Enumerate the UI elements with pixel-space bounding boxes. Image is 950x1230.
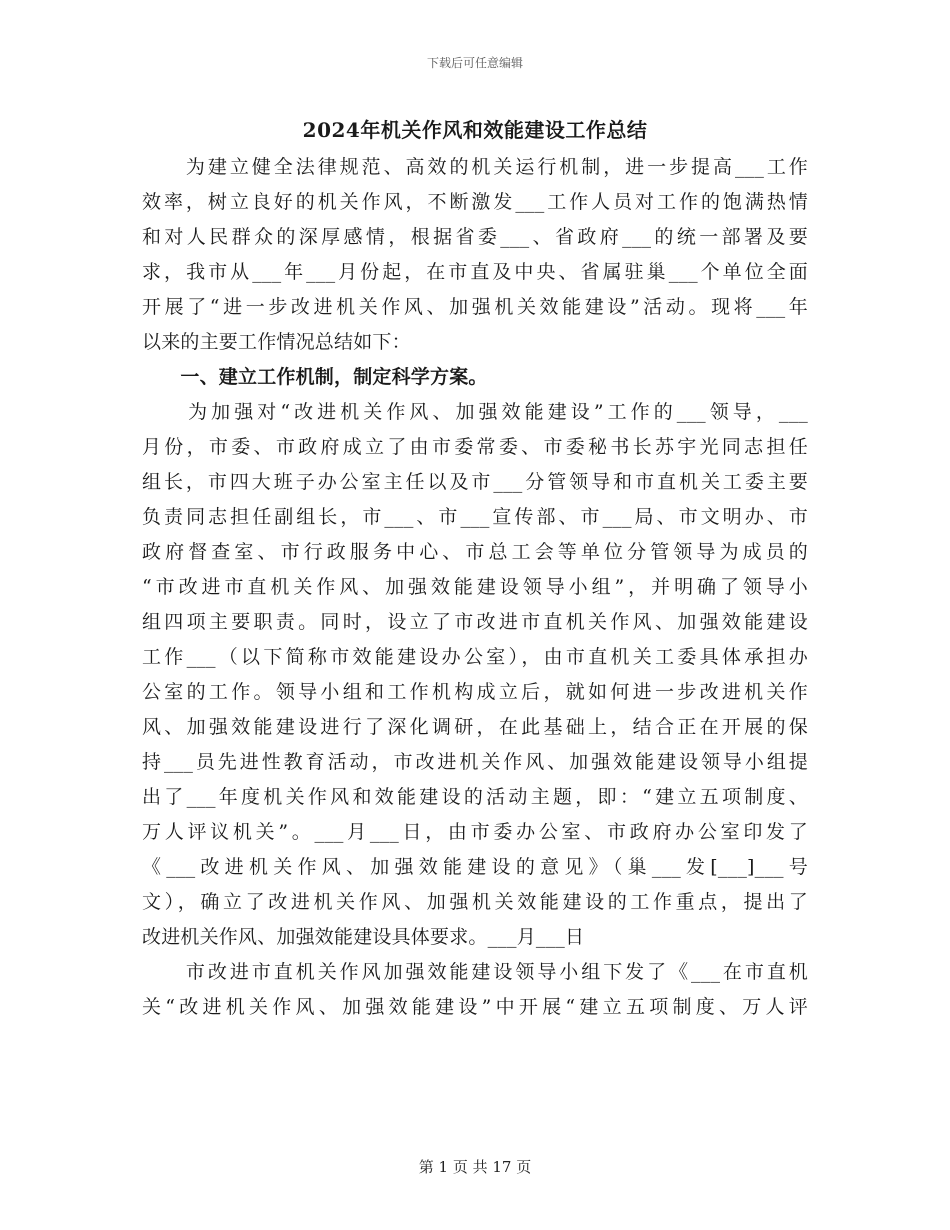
body-line: 改进机关作风、加强效能建设具体要求。___月___日 [142, 926, 585, 948]
document-body [142, 150, 808, 1025]
body-line: 出了___年度机关作风和效能建设的活动主题，即：“建立五项制度、 [142, 786, 808, 808]
body-line: 效率，树立良好的机关作风，不断激发___工作人员对工作的饱满热情 [142, 191, 808, 213]
body-line: 负责同志担任副组长，市___、市___宣传部、市___局、市文明办、市 [142, 506, 808, 528]
body-line: 以来的主要工作情况总结如下： [142, 331, 411, 353]
document-title: 2024年机关作风和效能建设工作总结 [302, 118, 648, 142]
body-line: 组四项主要职责。同时，设立了市改进市直机关作风、加强效能建设 [142, 611, 808, 633]
body-line: 为加强对“改进机关作风、加强效能建设”工作的___领导，___ [142, 401, 808, 423]
body-line: “市改进市直机关作风、加强效能建设领导小组”，并明确了领导小 [142, 576, 808, 598]
section-heading: 一、建立工作机制，制定科学方案。 [142, 366, 488, 388]
body-line: 市改进市直机关作风加强效能建设领导小组下发了《___在市直机 [142, 961, 808, 983]
body-line: 开展了“进一步改进机关作风、加强机关效能建设”活动。现将___年 [142, 296, 808, 318]
body-line: 文），确立了改进机关作风、加强机关效能建设的工作重点，提出了 [142, 891, 808, 913]
header-note: 下载后可任意编辑 [426, 56, 523, 70]
body-line: 和对人民群众的深厚感情，根据省委___、省政府___的统一部署及要 [142, 226, 808, 248]
page-number-footer: 第 1 页 共 17 页 [418, 1158, 532, 1176]
body-line: 持___员先进性教育活动，市改进机关作风、加强效能建设领导小组提 [142, 751, 808, 773]
body-line: 风、加强效能建设进行了深化调研，在此基础上，结合正在开展的保 [142, 716, 808, 738]
body-line: 关“改进机关作风、加强效能建设”中开展“建立五项制度、万人评 [142, 996, 808, 1018]
body-line: 《___改进机关作风、加强效能建设的意见》（巢___发[___]___号 [142, 856, 808, 878]
body-line: 为建立健全法律规范、高效的机关运行机制，进一步提高___工作 [142, 156, 808, 178]
body-line: 组长，市四大班子办公室主任以及市___分管领导和市直机关工委主要 [142, 471, 808, 493]
body-line: 求，我市从___年___月份起，在市直及中央、省属驻巢___个单位全面 [142, 261, 808, 283]
body-line: 月份，市委、市政府成立了由市委常委、市委秘书长苏宇光同志担任 [142, 436, 808, 458]
body-line: 万人评议机关”。___月___日，由市委办公室、市政府办公室印发了 [142, 821, 808, 843]
body-line: 工作___（以下简称市效能建设办公室），由市直机关工委具体承担办 [142, 646, 808, 668]
body-line: 政府督查室、市行政服务中心、市总工会等单位分管领导为成员的 [142, 541, 808, 563]
body-line: 公室的工作。领导小组和工作机构成立后，就如何进一步改进机关作 [142, 681, 808, 703]
